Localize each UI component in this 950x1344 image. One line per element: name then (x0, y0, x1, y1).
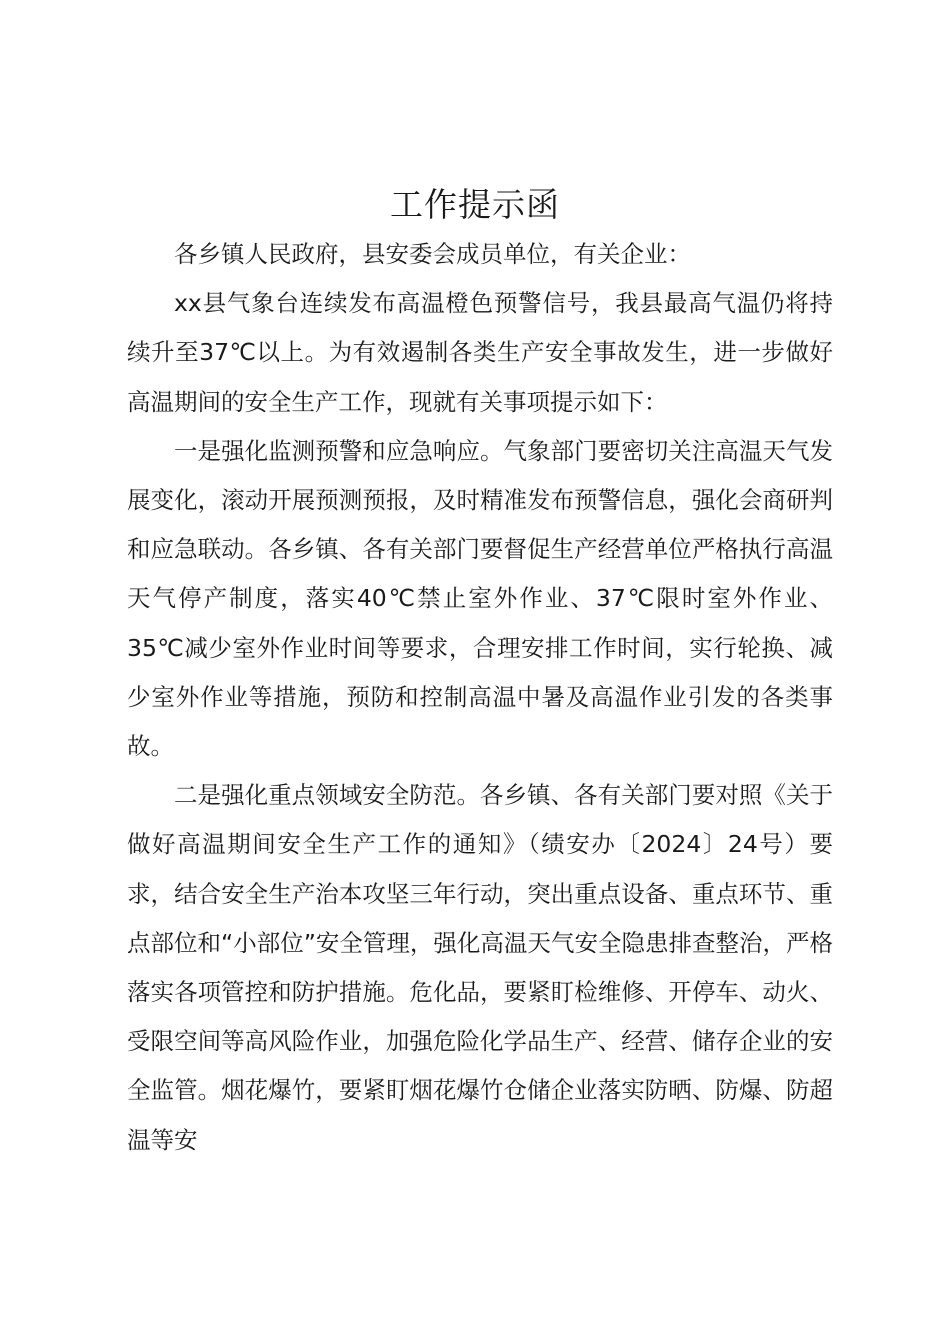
salutation: 各乡镇人民政府，县安委会成员单位，有关企业： (174, 240, 691, 268)
document-title: 工作提示函 (390, 185, 560, 224)
paragraph-point-one: 一是强化监测预警和应急响应。气象部门要密切关注高温天气发展变化，滚动开展预测预报，及时精准发布预警信息，强化会商研判和应急联动。各乡镇、各有关部门要督促生产经营单位严格执行高温天气停产制度，落实40℃禁止室外作业、37℃限时室外作业、35℃减少室外作业时间等要求，合理安排工作时间，实行轮换、减少室外作业等措施，预防和控制高温中暑及高温作业引发的各类事故。 (127, 436, 833, 761)
paragraph-intro: xx县气象台连续发布高温橙色预警信号，我县最高气温仍将持续升至37℃以上。为有效遏制各类生产安全事故发生，进一步做好高温期间的安全生产工作，现就有关事项提示如下： (127, 289, 833, 416)
paragraph-point-two: 二是强化重点领域安全防范。各乡镇、各有关部门要对照《关于做好高温期间安全生产工作的通知》（绩安办〔2024〕24号）要求，结合安全生产治本攻坚三年行动，突出重点设备、重点环节、重点部位和“小部位”安全管理，强化高温天气安全隐患排查整治，严格落实各项管控和防护措施。危化品，要紧盯检维修、开停车、动火、受限空间等高风险作业，加强危险化学品生产、经营、储存企业的安全监管。烟花爆竹，要紧盯烟花爆竹仓储企业落实防晒、防爆、防超温等安 (127, 781, 833, 1154)
document-body (127, 230, 833, 1165)
